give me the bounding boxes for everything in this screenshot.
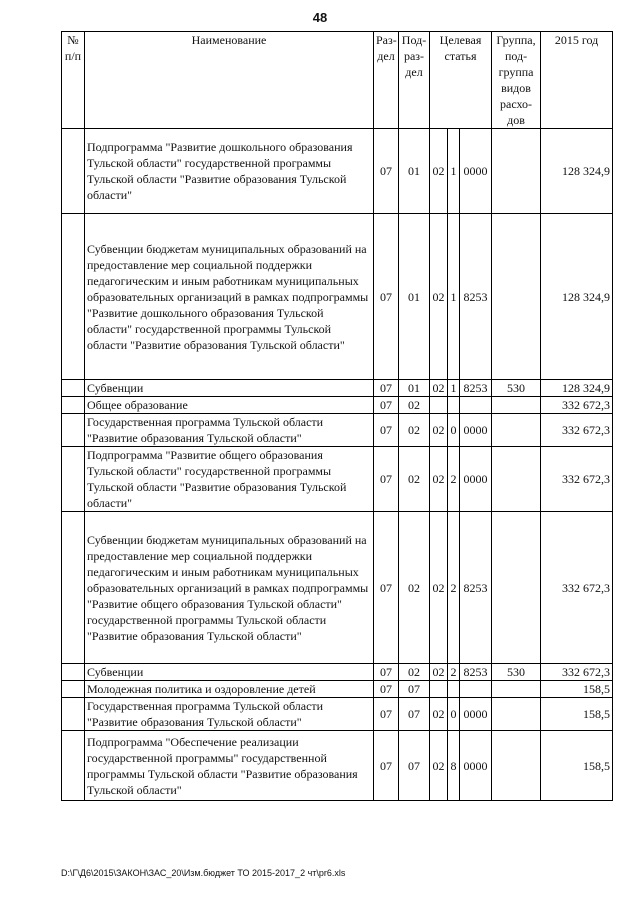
table-cell-target-code: 8253	[460, 214, 492, 380]
table-cell-target-code: 0000	[460, 731, 492, 801]
table-cell-num	[62, 698, 85, 731]
table-cell-target-program: 02	[430, 214, 448, 380]
table-header-row	[62, 32, 613, 129]
table-cell-target-subprogram: 1	[448, 380, 460, 397]
page-number: 48	[312, 10, 328, 25]
table-cell-podrazdel: 02	[399, 664, 430, 681]
table-cell-name: Государственная программа Тульской области "Развитие образования Тульской области"	[85, 414, 374, 447]
table-cell-num	[62, 214, 85, 380]
table-row	[62, 447, 613, 512]
table-cell-name: Подпрограмма "Обеспечение реализации государственной программы" государственной программы Тульской области "Развитие образования Тульской области"	[85, 731, 374, 801]
table-cell-razdel: 07	[374, 129, 399, 214]
table-cell-num	[62, 664, 85, 681]
table-cell-name: Молодежная политика и оздоровление детей	[85, 681, 374, 698]
table-cell-amount: 332 672,3	[541, 512, 613, 664]
table-cell-target-subprogram: 8	[448, 731, 460, 801]
table-cell-name: Субвенции	[85, 664, 374, 681]
table-cell-group	[492, 214, 541, 380]
table-cell-num	[62, 380, 85, 397]
table-cell-target-code: 8253	[460, 380, 492, 397]
table-cell-target-code: 8253	[460, 512, 492, 664]
header-target: Целевая статья	[430, 32, 492, 129]
table-cell-amount: 158,5	[541, 681, 613, 698]
table-cell-target-subprogram	[448, 397, 460, 414]
table-cell-target-code	[460, 397, 492, 414]
table-cell-name: Государственная программа Тульской области "Развитие образования Тульской области"	[85, 698, 374, 731]
table-row	[62, 380, 613, 397]
table-cell-num	[62, 681, 85, 698]
table-cell-razdel: 07	[374, 681, 399, 698]
table-cell-target-subprogram: 1	[448, 214, 460, 380]
table-cell-num	[62, 447, 85, 512]
table-cell-target-program: 02	[430, 512, 448, 664]
table-cell-group: 530	[492, 380, 541, 397]
table-cell-razdel: 07	[374, 397, 399, 414]
table-cell-amount: 128 324,9	[541, 214, 613, 380]
table-row	[62, 681, 613, 698]
table-cell-name: Подпрограмма "Развитие дошкольного образования Тульской области" государственной программы Тульской области "Развитие образования Тульской области"	[85, 129, 374, 214]
table-cell-razdel: 07	[374, 664, 399, 681]
table-cell-group	[492, 129, 541, 214]
table-cell-podrazdel: 01	[399, 129, 430, 214]
table-cell-target-program: 02	[430, 414, 448, 447]
table-cell-amount: 158,5	[541, 698, 613, 731]
table-cell-razdel: 07	[374, 414, 399, 447]
table-cell-podrazdel: 02	[399, 512, 430, 664]
table-cell-podrazdel: 07	[399, 698, 430, 731]
header-num: № п/п	[62, 32, 85, 129]
table-cell-amount: 332 672,3	[541, 447, 613, 512]
table-cell-group	[492, 397, 541, 414]
table-cell-group	[492, 698, 541, 731]
table-cell-target-program: 02	[430, 664, 448, 681]
header-razdel: Раз-дел	[374, 32, 399, 129]
table-cell-podrazdel: 07	[399, 681, 430, 698]
table-cell-name: Субвенции бюджетам муниципальных образований на предоставление мер социальной поддержки педагогическим и иным работникам муниципальных образовательных организаций в рамках подпрограммы "Развитие общего образования Тульской области" государственной программы Тульской области "Развитие образования Тульской области"	[85, 512, 374, 664]
table-cell-num	[62, 129, 85, 214]
table-cell-podrazdel: 07	[399, 731, 430, 801]
table-cell-target-subprogram: 0	[448, 414, 460, 447]
table-cell-amount: 332 672,3	[541, 664, 613, 681]
table-cell-target-code: 8253	[460, 664, 492, 681]
table-cell-amount: 332 672,3	[541, 397, 613, 414]
table-cell-podrazdel: 01	[399, 214, 430, 380]
table-cell-podrazdel: 02	[399, 447, 430, 512]
table-cell-num	[62, 512, 85, 664]
table-cell-amount: 128 324,9	[541, 129, 613, 214]
table-cell-group	[492, 731, 541, 801]
header-name: Наименование	[85, 32, 374, 129]
budget-table	[61, 31, 613, 801]
table-cell-podrazdel: 01	[399, 380, 430, 397]
table-cell-name: Субвенции	[85, 380, 374, 397]
table-cell-target-code	[460, 681, 492, 698]
table-cell-razdel: 07	[374, 214, 399, 380]
table-cell-num	[62, 414, 85, 447]
table-cell-razdel: 07	[374, 731, 399, 801]
table-cell-amount: 158,5	[541, 731, 613, 801]
table-cell-group	[492, 681, 541, 698]
table-cell-razdel: 07	[374, 698, 399, 731]
table-cell-razdel: 07	[374, 447, 399, 512]
table-cell-num	[62, 731, 85, 801]
file-path-footer: D:\Г\Д6\2015\ЗАКОН\ЗАС_20\Изм.бюджет ТО 2015-2017_2 чт\pr6.xls	[61, 868, 346, 878]
table-body	[62, 129, 613, 801]
table-cell-target-code: 0000	[460, 698, 492, 731]
table-cell-target-program: 02	[430, 380, 448, 397]
table-row	[62, 512, 613, 664]
table-row	[62, 414, 613, 447]
table-cell-target-program	[430, 681, 448, 698]
table-row	[62, 664, 613, 681]
table-cell-target-code: 0000	[460, 447, 492, 512]
table-cell-target-subprogram: 2	[448, 512, 460, 664]
table-cell-target-program: 02	[430, 129, 448, 214]
table-cell-target-program: 02	[430, 698, 448, 731]
table-cell-target-code: 0000	[460, 414, 492, 447]
table-cell-group: 530	[492, 664, 541, 681]
table-cell-target-subprogram: 1	[448, 129, 460, 214]
table-cell-target-subprogram	[448, 681, 460, 698]
table-cell-target-subprogram: 2	[448, 664, 460, 681]
table-cell-target-subprogram: 0	[448, 698, 460, 731]
table-row	[62, 731, 613, 801]
table-cell-group	[492, 414, 541, 447]
table-row	[62, 214, 613, 380]
table-cell-name: Общее образование	[85, 397, 374, 414]
table-cell-group	[492, 447, 541, 512]
table-cell-name: Субвенции бюджетам муниципальных образований на предоставление мер социальной поддержки педагогическим и иным работникам муниципальных образовательных организаций в рамках подпрограммы "Развитие дошкольного образования Тульской области" государственной программы Тульской области "Развитие образования Тульской области"	[85, 214, 374, 380]
table-cell-target-code: 0000	[460, 129, 492, 214]
table-cell-amount: 332 672,3	[541, 414, 613, 447]
table-row	[62, 397, 613, 414]
table-row	[62, 129, 613, 214]
table-cell-name: Подпрограмма "Развитие общего образования Тульской области" государственной программы Тульской области "Развитие образования Тульской области"	[85, 447, 374, 512]
table-cell-target-program: 02	[430, 731, 448, 801]
table-cell-target-subprogram: 2	[448, 447, 460, 512]
table-cell-razdel: 07	[374, 380, 399, 397]
header-podrazdel: Под-раз-дел	[399, 32, 430, 129]
table-cell-amount: 128 324,9	[541, 380, 613, 397]
table-cell-num	[62, 397, 85, 414]
header-group: Группа, под-группа видов расхо-дов	[492, 32, 541, 129]
table-cell-razdel: 07	[374, 512, 399, 664]
header-year: 2015 год	[541, 32, 613, 129]
table-cell-group	[492, 512, 541, 664]
table-cell-podrazdel: 02	[399, 397, 430, 414]
table-cell-podrazdel: 02	[399, 414, 430, 447]
table-cell-target-program	[430, 397, 448, 414]
table-row	[62, 698, 613, 731]
table-cell-target-program: 02	[430, 447, 448, 512]
